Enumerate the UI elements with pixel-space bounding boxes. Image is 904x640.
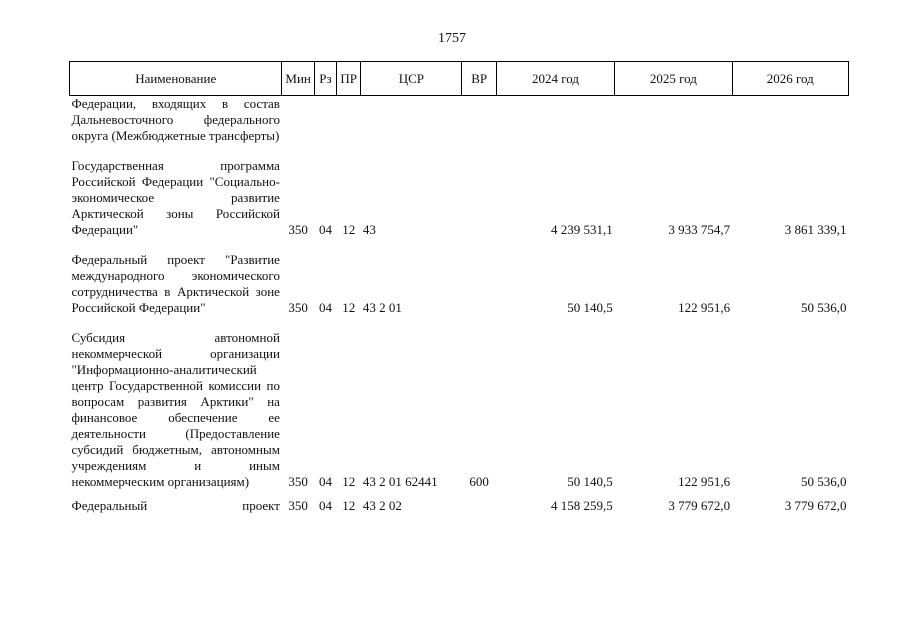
row-min: 350 bbox=[288, 474, 308, 489]
row-name: Государственная программа Российской Федерации "Социально-экономическое развитие Арктической зоны Российской Федерации" bbox=[71, 158, 280, 237]
row-pr: 12 bbox=[342, 222, 356, 237]
row-2025: 122 951,6 bbox=[678, 300, 731, 315]
row-min: 350 bbox=[288, 222, 308, 237]
row-2025: 3 933 754,7 bbox=[668, 222, 731, 237]
page-number: 1757 bbox=[438, 31, 466, 46]
row-spacer bbox=[70, 316, 849, 330]
row-csr: 43 2 02 bbox=[362, 498, 402, 513]
row-spacer bbox=[70, 238, 849, 252]
row-rz: 04 bbox=[318, 222, 332, 237]
table-header-row bbox=[70, 62, 849, 96]
row-min: 350 bbox=[288, 300, 308, 315]
table-row bbox=[70, 330, 849, 490]
header-2026: 2026 год bbox=[732, 62, 848, 96]
row-2024: 4 158 259,5 bbox=[550, 498, 613, 513]
row-2026 bbox=[732, 96, 848, 145]
row-rz: 04 bbox=[318, 300, 332, 315]
row-spacer bbox=[70, 144, 849, 158]
header-name: Наименование bbox=[70, 62, 282, 96]
row-2026: 3 861 339,1 bbox=[784, 222, 847, 237]
row-pr: 12 bbox=[342, 300, 356, 315]
row-2025: 3 779 672,0 bbox=[668, 498, 731, 513]
table-row bbox=[70, 252, 849, 316]
row-rz: 04 bbox=[318, 498, 332, 513]
row-vr: 600 bbox=[469, 474, 489, 489]
row-rz bbox=[314, 96, 336, 145]
row-csr: 43 bbox=[362, 222, 376, 237]
table-row bbox=[70, 498, 849, 514]
row-name: Субсидия автономной некоммерческой организации "Информационно-аналитический центр Государственной комиссии по вопросам развития Арктики" на финансовое обеспечение ее деятельности (Предоставление субсидий бюджетным, автономным учреждениям и иным некоммерческим организациям) bbox=[71, 330, 280, 489]
row-csr bbox=[361, 96, 462, 145]
header-2024: 2024 год bbox=[496, 62, 614, 96]
header-csr: ЦСР bbox=[361, 62, 462, 96]
header-2025: 2025 год bbox=[615, 62, 732, 96]
row-spacer bbox=[70, 490, 849, 498]
header-pr: ПР bbox=[337, 62, 361, 96]
header-min: Мин bbox=[282, 62, 314, 96]
row-csr: 43 2 01 62441 bbox=[362, 474, 438, 489]
row-2024: 50 140,5 bbox=[567, 474, 613, 489]
row-pr: 12 bbox=[342, 474, 356, 489]
row-min: 350 bbox=[288, 498, 308, 513]
row-vr bbox=[462, 252, 496, 316]
row-pr: 12 bbox=[342, 498, 356, 513]
row-vr bbox=[462, 498, 496, 514]
row-pr bbox=[337, 96, 361, 145]
row-name: Федерации, входящих в состав Дальневосточного федерального округа (Межбюджетные трансферты) bbox=[71, 96, 280, 143]
budget-table bbox=[69, 61, 849, 514]
row-vr bbox=[462, 96, 496, 145]
row-vr bbox=[462, 158, 496, 238]
row-2026: 3 779 672,0 bbox=[784, 498, 847, 513]
table-row bbox=[70, 96, 849, 145]
row-2025: 122 951,6 bbox=[678, 474, 731, 489]
row-2024: 50 140,5 bbox=[567, 300, 613, 315]
row-csr: 43 2 01 bbox=[362, 300, 402, 315]
row-2026: 50 536,0 bbox=[801, 474, 847, 489]
row-2024 bbox=[496, 96, 614, 145]
row-rz: 04 bbox=[318, 474, 332, 489]
row-2024: 4 239 531,1 bbox=[550, 222, 613, 237]
row-2025 bbox=[615, 96, 732, 145]
row-name: Федеральный проект bbox=[71, 498, 280, 513]
row-2026: 50 536,0 bbox=[801, 300, 847, 315]
table-row bbox=[70, 158, 849, 238]
row-min bbox=[282, 96, 314, 145]
header-vr: ВР bbox=[462, 62, 496, 96]
header-rz: Рз bbox=[314, 62, 336, 96]
row-name: Федеральный проект "Развитие международного экономического сотрудничества в Арктической зоне Российской Федерации" bbox=[71, 252, 280, 315]
